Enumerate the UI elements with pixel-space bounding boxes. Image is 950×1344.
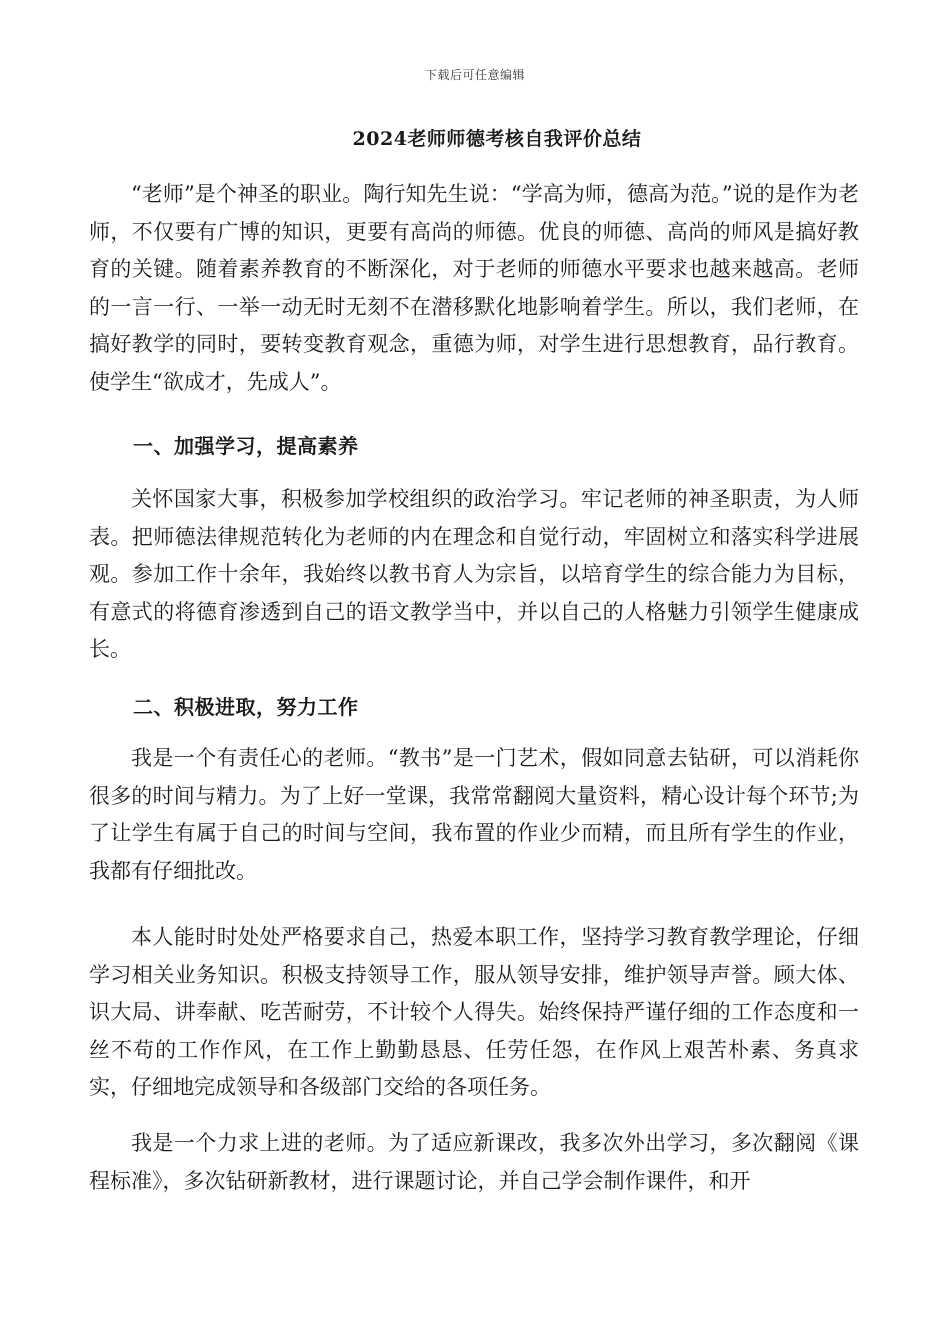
document-title: 2024老师师德考核自我评价总结: [352, 128, 642, 150]
section-heading-2: 二、积极进取，努力工作: [133, 695, 359, 719]
section2-paragraph-3: 我是一个力求上进的老师。为了适应新课改，我多次外出学习，多次翻阅《课程标准》，多次钻研新教材，进行课题讨论，并自己学会制作课件，和开: [89, 1131, 859, 1193]
header-note: 下载后可任意编辑: [424, 68, 525, 82]
section2-paragraph-1: 我是一个有责任心的老师。“教书”是一门艺术，假如同意去钻研，可以消耗你很多的时间与精力。为了上好一堂课，我常常翻阅大量资料，精心设计每个环节;为了让学生有属于自己的时间与空间，我布置的作业少而精，而且所有学生的作业，我都有仔细批改。: [89, 746, 859, 883]
section2-paragraph-2: 本人能时时处处严格要求自己，热爱本职工作，坚持学习教育教学理论，仔细学习相关业务知识。积极支持领导工作，服从领导安排，维护领导声誉。顾大体、识大局、讲奉献、吃苦耐劳，不计较个人得失。始终保持严谨仔细的工作态度和一丝不苟的工作作风，在工作上勤勤恳恳、任劳任怨，在作风上艰苦朴素、务真求实，仔细地完成领导和各级部门交给的各项任务。: [89, 925, 859, 1099]
section-heading-1: 一、加强学习，提高素养: [133, 434, 359, 458]
intro-paragraph: “老师”是个神圣的职业。陶行知先生说：“学高为师，德高为范。”说的是作为老师，不仅要有广博的知识，更要有高尚的师德。优良的师德、高尚的师风是搞好教育的关键。随着素养教育的不断深化，对于老师的师德水平要求也越来越高。老师的一言一行、一举一动无时无刻不在潜移默化地影响着学生。所以，我们老师，在搞好教学的同时，要转变教育观念，重德为师，对学生进行思想教育，品行教育。使学生“欲成才，先成人”。: [89, 182, 859, 394]
section1-paragraph: 关怀国家大事，积极参加学校组织的政治学习。牢记老师的神圣职责，为人师表。把师德法律规范转化为老师的内在理念和自觉行动，牢固树立和落实科学进展观。参加工作十余年，我始终以教书育人为宗旨，以培育学生的综合能力为目标，有意式的将德育渗透到自己的语文教学当中，并以自己的人格魅力引领学生健康成长。: [89, 487, 859, 661]
